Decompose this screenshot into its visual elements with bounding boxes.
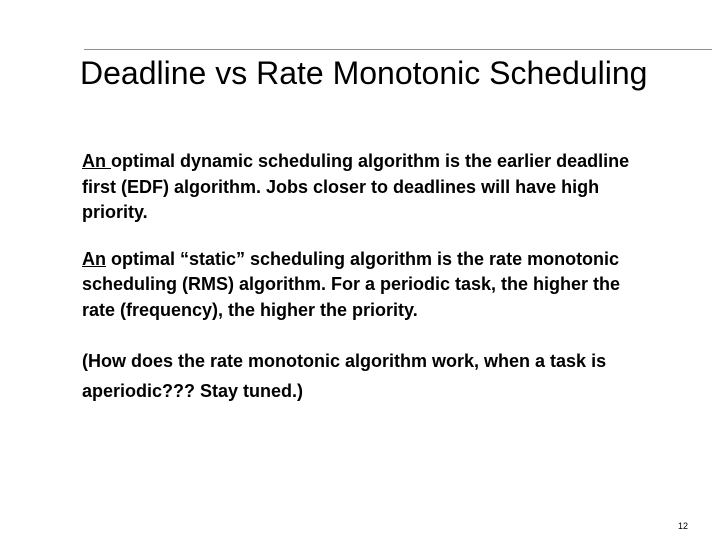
paragraph-edf-lead: An — [82, 151, 111, 171]
paragraph-rms-text: optimal “static” scheduling algorithm is the rate monotonic scheduling (RMS) algorithm. For a periodic task, the higher the rate (frequency), the higher the priority. — [82, 248, 621, 320]
paragraph-edf — [82, 149, 642, 226]
paragraph-rms-lead: An — [82, 248, 106, 269]
paragraph-aperiodic-note: (How does the rate monotonic algorithm work, when a task is aperiodic??? Stay tuned.) — [82, 351, 607, 401]
page-number: 12 — [678, 521, 689, 531]
title-rule — [84, 49, 712, 50]
slide-title: Deadline vs Rate Monotonic Scheduling — [80, 55, 648, 91]
paragraph-rms — [82, 247, 642, 324]
slide-body — [82, 149, 642, 406]
paragraph-edf-text: optimal dynamic scheduling algorithm is the earlier deadline first (EDF) algorithm. Jobs closer to deadlines will have high priority. — [82, 151, 630, 222]
